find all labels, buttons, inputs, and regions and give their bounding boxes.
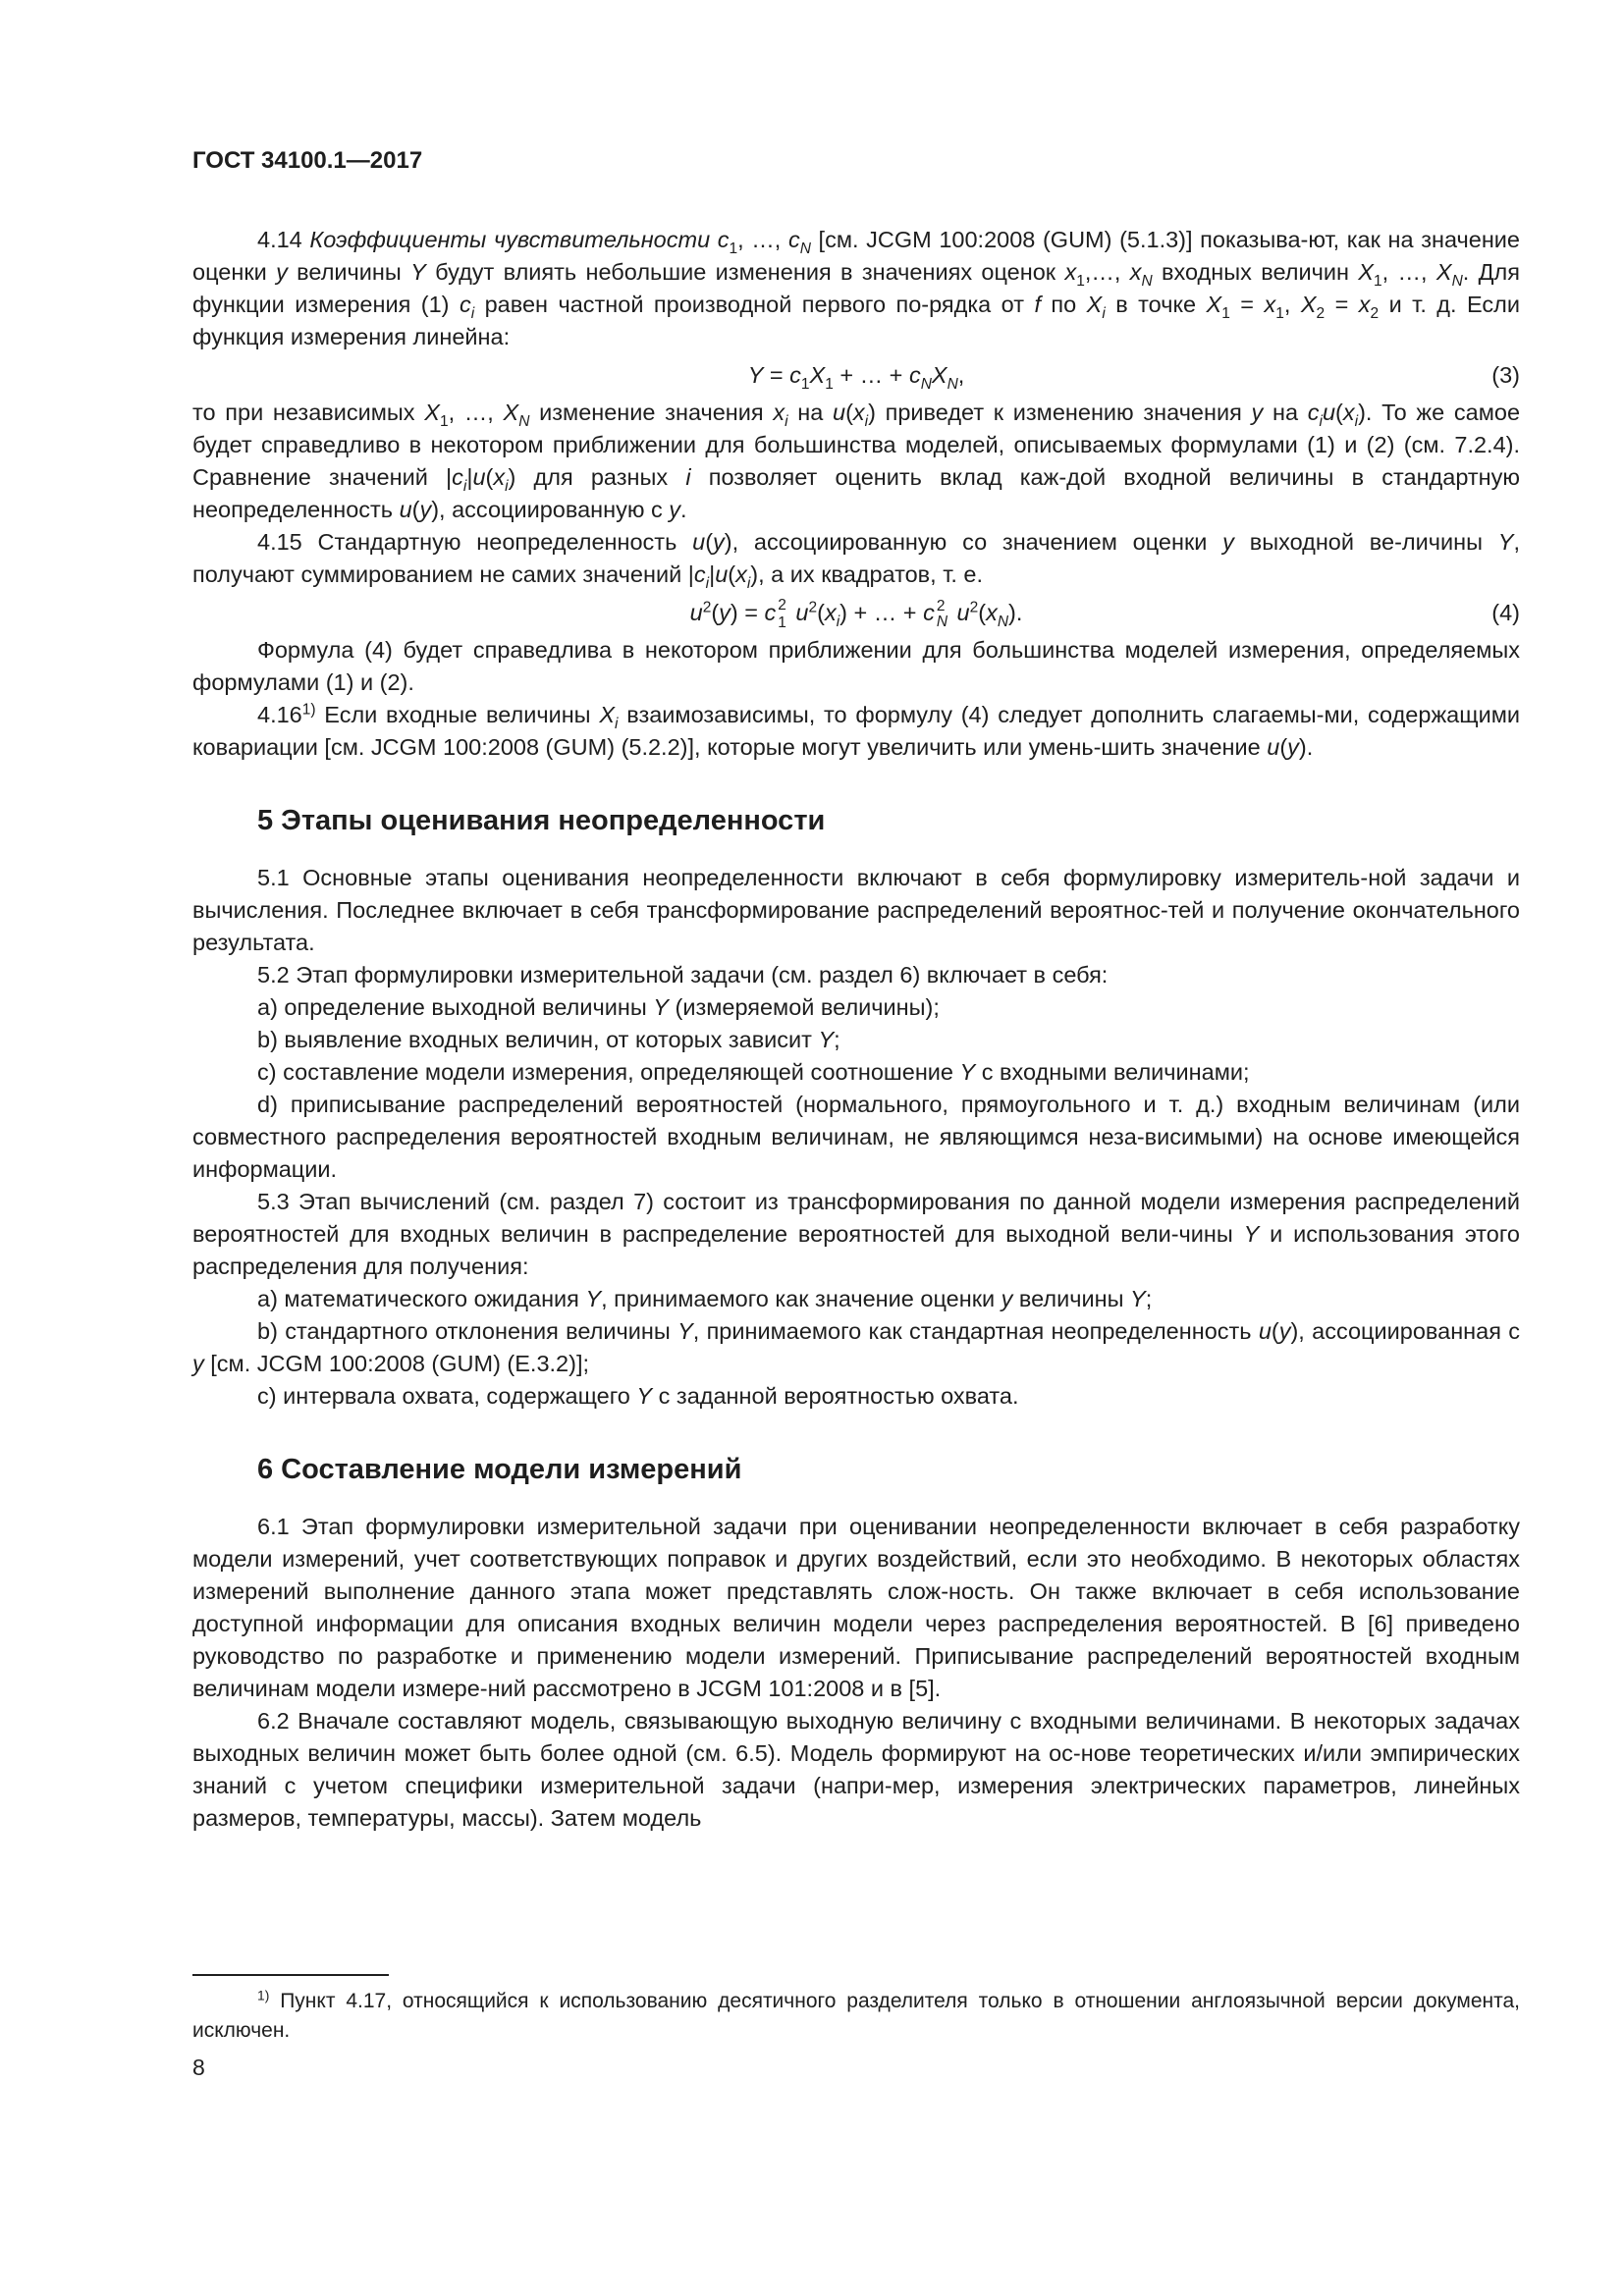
subscript: i <box>1354 412 1359 430</box>
text: ( <box>1271 1318 1279 1344</box>
symbol: Y <box>959 1059 976 1085</box>
symbol: X <box>809 362 826 388</box>
symbol: u <box>692 529 706 555</box>
subscript: i <box>1319 412 1323 430</box>
page-body <box>192 224 1520 1835</box>
symbol: c <box>923 600 935 625</box>
symbol: u <box>399 497 412 522</box>
text: ) <box>868 400 876 425</box>
symbol: y <box>719 600 731 625</box>
symbol: x <box>1064 259 1077 285</box>
formula-expression <box>192 353 1520 397</box>
text: = <box>1229 292 1265 317</box>
clause-number: 4.16 <box>257 702 302 727</box>
symbol: y <box>713 529 725 555</box>
symbol: u <box>1322 400 1336 425</box>
text: ( <box>485 464 494 490</box>
text: Если входные величины <box>315 702 600 727</box>
subscript: N <box>997 613 1009 630</box>
text: то при независимых <box>192 400 425 425</box>
formula-3 <box>192 353 1520 397</box>
text: для разных <box>515 464 686 490</box>
symbol: y <box>192 1351 204 1376</box>
symbol: X <box>599 702 616 727</box>
symbol: x <box>773 400 785 425</box>
formula-number: (4) <box>1491 600 1520 625</box>
subscript: N <box>947 375 958 393</box>
text: a) математического ожидания <box>257 1286 586 1311</box>
text: приведет к изменению значения <box>875 400 1252 425</box>
text: a) определение выходной величины <box>257 994 654 1020</box>
clause-4-14-continued <box>192 397 1520 526</box>
text: b) стандартного отклонения величины <box>257 1318 678 1344</box>
clause-4-16 <box>192 699 1520 764</box>
subscript: i <box>705 574 710 592</box>
symbol: c <box>908 362 921 388</box>
symbol: X <box>1086 292 1103 317</box>
symbol: c <box>693 561 706 587</box>
subscript: i <box>505 477 509 495</box>
subscript: N <box>799 240 811 257</box>
symbol: u <box>472 464 486 490</box>
text: входных величин <box>1152 259 1359 285</box>
symbol: c <box>1307 400 1320 425</box>
subscript: i <box>470 304 475 322</box>
superscript: 2 <box>702 599 712 616</box>
text: . Для функции измерения (1) <box>192 259 1520 317</box>
symbol: x <box>735 561 747 587</box>
subscript: i <box>746 574 751 592</box>
text: ) <box>508 464 516 490</box>
text: позволяет оценить вклад каж-дой входной величины в стандартную неопределенность <box>192 464 1520 522</box>
symbol: x <box>824 600 837 625</box>
symbol: Y <box>636 1383 653 1409</box>
text: ; <box>834 1027 840 1052</box>
text: . <box>1015 600 1023 625</box>
symbol: c <box>452 464 463 490</box>
symbol: X <box>1300 292 1317 317</box>
symbol: x <box>1358 292 1371 317</box>
symbol: Y <box>677 1318 693 1344</box>
text: и использования этого распределения для получения: <box>192 1221 1521 1279</box>
symbol: Y <box>1243 1221 1260 1247</box>
superscript: 2 <box>936 598 946 615</box>
symbol: y <box>1251 400 1264 425</box>
symbol: u <box>715 561 729 587</box>
subscript: 1 <box>825 375 834 393</box>
list-item: d) приписывание распределений вероятностей (нормального, прямоугольного и т. д.) входным величинам (или совместного распределения вероятностей входным величинам, не являющимся неза-висимыми) на основе имеющейся информации. <box>192 1092 1520 1182</box>
text: величины <box>1012 1286 1131 1311</box>
subscript: 2 <box>1370 304 1380 322</box>
symbol: X <box>424 400 440 425</box>
clause-number: 4.14 <box>257 227 302 252</box>
subscript: 1 <box>1076 272 1085 290</box>
subscript: 1 <box>729 240 738 257</box>
subscript: N <box>1451 272 1463 290</box>
text: ) <box>431 497 440 522</box>
superscript: 2 <box>808 599 818 616</box>
subscript: i <box>836 613 840 630</box>
subscript: 1 <box>800 375 810 393</box>
symbol: Y <box>1497 529 1514 555</box>
text: , а их квадратов, т. е. <box>758 561 984 587</box>
subscript: i <box>615 715 619 732</box>
symbol: y <box>1287 734 1299 760</box>
symbol: x <box>1264 292 1276 317</box>
text: ), ассоциированная с <box>1290 1318 1520 1344</box>
list-item <box>192 1056 1520 1089</box>
text: , <box>957 362 965 388</box>
text: , …, <box>737 227 788 252</box>
text: c) интервала охвата, содержащего <box>257 1383 637 1409</box>
symbol: Y <box>818 1027 835 1052</box>
symbol: X <box>931 362 947 388</box>
subscript: i <box>462 477 467 495</box>
symbol: u <box>956 600 970 625</box>
text: ( <box>728 561 736 587</box>
text: ,…, <box>1084 259 1130 285</box>
subscript: 1 <box>1221 304 1230 322</box>
symbol: u <box>1267 734 1280 760</box>
text: | <box>709 561 716 587</box>
clause-5-2: 5.2 Этап формулировки измерительной задачи (см. раздел 6) включает в себя: <box>257 962 1109 988</box>
footnote-text <box>192 1987 1520 2046</box>
symbol: y <box>1001 1286 1013 1311</box>
text: + … + <box>846 600 924 625</box>
text: ( <box>1335 400 1343 425</box>
subscript: 1 <box>1275 304 1284 322</box>
symbol: u <box>689 600 703 625</box>
text: ) <box>724 529 732 555</box>
text: [см. JCGM 100:2008 (GUM) (5.1.3)] показыва-ют, как на значение оценки <box>192 227 1521 285</box>
symbol: x <box>852 400 865 425</box>
text: ; <box>1145 1286 1153 1311</box>
text: взаимозависимы, то формулу (4) следует дополнить слагаемы-ми, содержащими ковариации [см. JCGM 100:2008 (GUM) (5.2.2)], которые могут увеличить или умень-шить значение <box>192 702 1520 760</box>
text: ) <box>1358 400 1366 425</box>
superscript: 2 <box>778 597 786 614</box>
text: выходной ве-личины <box>1233 529 1498 555</box>
text: (измеряемой величины); <box>668 994 940 1020</box>
clause-6-2: 6.2 Вначале составляют модель, связывающую выходную величину с входными величинами. В некоторых задачах выходных величин может быть более одной (см. 6.5). Модель формируют на ос-нове теоретических и/или эмпирических знаний с учетом специфики измерительной задачи (напри-мер, измерения электрических параметров, линейных размеров, температуры, массы). Затем модель <box>192 1708 1520 1831</box>
subscript: N <box>936 613 948 630</box>
footnote-separator <box>192 1974 389 1976</box>
text: = <box>1325 292 1359 317</box>
text: = <box>763 362 790 388</box>
symbol: c <box>459 292 471 317</box>
symbol: x <box>986 600 998 625</box>
text: с заданной вероятностью охвата. <box>652 1383 1019 1409</box>
clause-4-15 <box>192 526 1520 591</box>
text: с входными величинами; <box>975 1059 1250 1085</box>
text: равен частной производной первого по-рядка от <box>474 292 1035 317</box>
symbol: c <box>717 227 730 252</box>
text: . <box>680 497 687 522</box>
symbol: Y <box>653 994 669 1020</box>
text: на <box>787 400 833 425</box>
clause-5-3 <box>192 1186 1520 1283</box>
text: 5.3 Этап вычислений (см. раздел 7) состоит из трансформирования по данной модели измерения распределений вероятностей для входных величин в распределение вероятностей для выходной вели-чины <box>192 1189 1520 1247</box>
text: Стандартную неопределенность <box>301 529 693 555</box>
text: , …, <box>1381 259 1436 285</box>
sup-sub-pair <box>937 599 947 629</box>
text: , ассоциированную со значением оценки <box>731 529 1223 555</box>
symbol: X <box>1206 292 1222 317</box>
formula-number: (3) <box>1491 362 1520 388</box>
symbol: Y <box>747 362 764 388</box>
clause-5-1: 5.1 Основные этапы оценивания неопределенности включают в себя формулировку измеритель-ной задачи и вычисления. Последнее включает в себя трансформирование распределений вероятнос-тей и получение окончательного результата. <box>192 865 1520 955</box>
symbol: u <box>1258 1318 1272 1344</box>
symbol: x <box>1129 259 1142 285</box>
clause-4-14 <box>192 224 1520 353</box>
symbol: y <box>1278 1318 1291 1344</box>
symbol: i <box>685 464 691 490</box>
superscript: 2 <box>969 599 979 616</box>
symbol: X <box>503 400 519 425</box>
symbol: X <box>1358 259 1374 285</box>
section-heading-6: 6 Составление модели измерений <box>257 1454 742 1485</box>
text: будут влиять небольшие изменения в значениях оценок <box>425 259 1065 285</box>
document-id: ГОСТ 34100.1—2017 <box>192 147 423 174</box>
symbol: u <box>795 600 809 625</box>
text: Пункт 4.17, относящийся к использованию десятичного разделителя только в отношении англоязычной версии документа, исключен. <box>192 1990 1520 2042</box>
text: ( <box>1279 734 1288 760</box>
footnote <box>192 1987 1520 2046</box>
page-number: 8 <box>192 2055 205 2080</box>
subscript: N <box>518 412 530 430</box>
subscript: N <box>1141 272 1153 290</box>
symbol: y <box>669 497 681 522</box>
subscript: i <box>785 412 788 430</box>
text: ( <box>705 529 714 555</box>
text: на <box>1263 400 1308 425</box>
clause-4-15-continued: Формула (4) будет справедлива в некотором приближении для большинства моделей измерения, определяемых формулами (1) и (2). <box>192 637 1520 695</box>
list-item <box>192 1283 1520 1315</box>
subscript: 2 <box>1316 304 1326 322</box>
footnote-reference[interactable]: 1) <box>301 701 316 719</box>
symbol: x <box>1342 400 1355 425</box>
text: . То же самое будет справедливо в некотором приближении для большинства моделей, описываемых формулами (1) и (2) (см. 7.2.4). Сравнение значений | <box>192 400 1521 490</box>
symbol: X <box>1435 259 1452 285</box>
symbol: y <box>419 497 432 522</box>
text: [см. JCGM 100:2008 (GUM) (E.3.2)]; <box>203 1351 590 1376</box>
footnote-mark: 1) <box>257 1987 270 2003</box>
symbol: c <box>789 362 801 388</box>
subscript: 1 <box>1373 272 1382 290</box>
text: величины <box>287 259 411 285</box>
text: ) <box>750 561 759 587</box>
symbol: x <box>493 464 506 490</box>
subscript: 1 <box>778 614 786 631</box>
subscript: i <box>864 412 869 430</box>
text: , получают суммированием не самих значений | <box>192 529 1520 587</box>
symbol: Y <box>1130 1286 1146 1311</box>
symbol: c <box>787 227 800 252</box>
text: ( <box>845 400 853 425</box>
text: = <box>737 600 765 625</box>
text: ). <box>1298 734 1314 760</box>
symbol: u <box>833 400 846 425</box>
text: b) выявление входных величин, от которых зависит <box>257 1027 819 1052</box>
section-heading-5: 5 Этапы оценивания неопределенности <box>257 805 826 836</box>
symbol: f <box>1034 292 1041 317</box>
text: ( <box>411 497 420 522</box>
subscript: N <box>920 375 932 393</box>
symbol: Y <box>585 1286 602 1311</box>
clause-number: 4.15 <box>257 529 302 555</box>
text: и т. д. Если функция измерения линейна: <box>192 292 1520 349</box>
list-item <box>192 1380 1520 1413</box>
list-item <box>192 991 1520 1024</box>
text: в точке <box>1105 292 1207 317</box>
symbol: y <box>1222 529 1234 555</box>
term: Коэффициенты чувствительности <box>309 227 711 252</box>
symbol: Y <box>410 259 426 285</box>
clause-6-1: 6.1 Этап формулировки измерительной задачи при оценивании неопределенности включает в себя разработку модели измерений, учет соответствующих поправок и других воздействий, если это необходимо. В некоторых областях измерений выполнение данного этапа может представлять слож-ность. Он также включает в себя использование доступной информации для описания входных величин модели через распределения вероятностей. В [6] приведено руководство по разработке и применению модели измерений. Приписывание распределений вероятностей входным величинам модели измере-ний рассмотрено в JCGM 101:2008 и в [5]. <box>192 1514 1520 1701</box>
text: , принимаемого как стандартная неопределенность <box>692 1318 1259 1344</box>
text: , <box>1283 292 1301 317</box>
text: , принимаемого как значение оценки <box>601 1286 1001 1311</box>
text: , …, <box>448 400 504 425</box>
symbol: y <box>276 259 288 285</box>
subscript: 1 <box>439 412 449 430</box>
text: по <box>1040 292 1087 317</box>
list-item <box>192 1315 1520 1380</box>
text: изменение значения <box>529 400 774 425</box>
symbol: c <box>764 600 777 625</box>
sup-sub-pair <box>778 598 786 630</box>
formula-4 <box>192 591 1520 634</box>
text: + … + <box>833 362 909 388</box>
text: c) составление модели измерения, определяющей соотношение <box>257 1059 960 1085</box>
formula-expression: $u^2(y) = c$ 2 1 $u^2(x_i)$ + … + c 2 N $u^2(x_N)$. <box>689 597 1023 631</box>
text: , ассоциированную с <box>439 497 670 522</box>
subscript: i <box>1102 304 1106 322</box>
list-item <box>192 1024 1520 1056</box>
text: | <box>466 464 473 490</box>
